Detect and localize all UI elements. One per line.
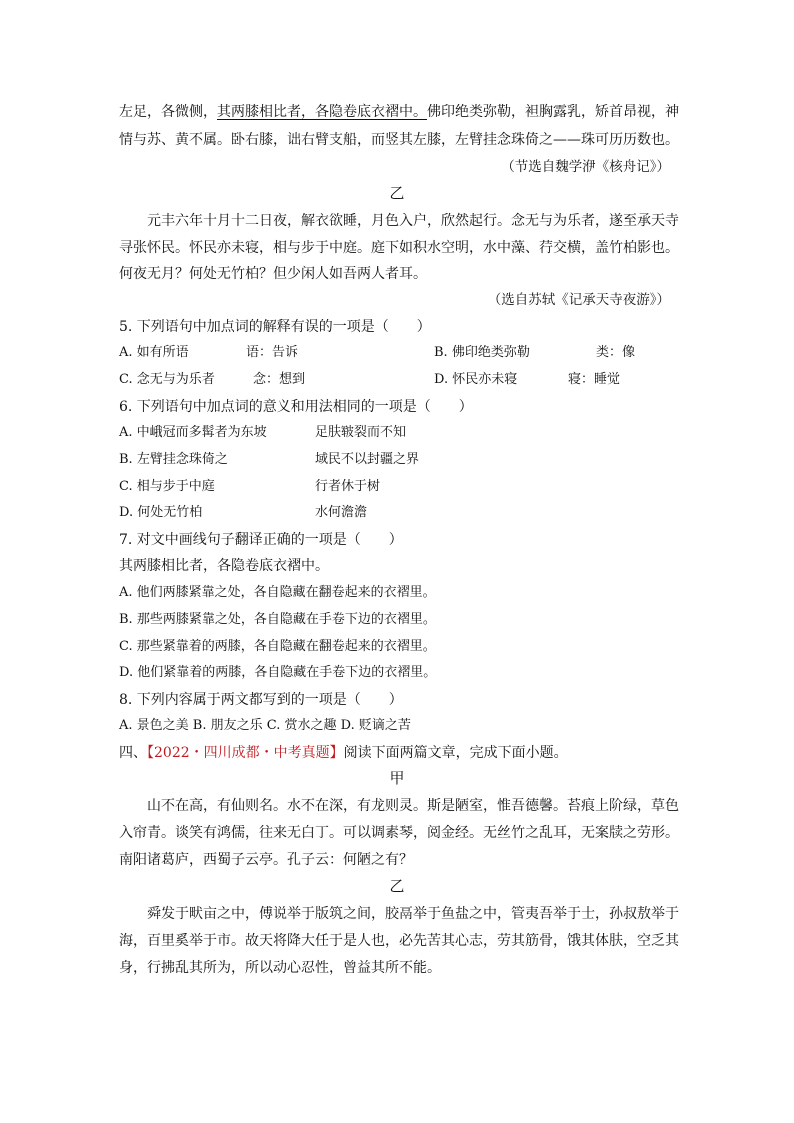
q5-d-label: D. 怀民亦未寝 <box>434 372 518 387</box>
q6-b-left: B. 左臂挂念珠倚之 <box>119 452 228 467</box>
q6-option-d[interactable] <box>119 503 368 523</box>
q6-option-c[interactable] <box>119 477 381 497</box>
passage-a-line-1 <box>119 102 679 122</box>
q6-stem: 6. 下列语句中加点词的意义和用法相同的一项是（ ） <box>119 399 473 415</box>
q6-a-right: 足肤皲裂而不知 <box>315 425 407 440</box>
q5-a-label: A. 如有所语 <box>119 345 189 360</box>
q6-a-left: A. 中峨冠而多髯者为东坡 <box>119 425 267 440</box>
q6-d-right: 水何澹澹 <box>315 505 368 520</box>
passage-b-line-1: 元丰六年十月十二日夜，解衣欲睡，月色入户，欣然起行。念无与为乐者，遂至承天寺 <box>147 213 679 229</box>
q7-option-b[interactable]: B. 那些两膝紧靠之处，各自隐藏在手卷下边的衣褶里。 <box>119 612 436 627</box>
passage-yi-2-line-3: 身，行拂乱其所为，所以动心忍性，曾益其所不能。 <box>119 960 441 976</box>
section-4-header <box>119 743 568 763</box>
q6-d-left: D. 何处无竹柏 <box>119 505 203 520</box>
q5-option-d[interactable] <box>434 370 621 390</box>
q7-option-c[interactable]: C. 那些紧靠着的两膝，各自隐藏在翻卷起来的衣褶里。 <box>119 639 436 654</box>
q7-option-a[interactable]: A. 他们两膝紧靠之处，各自隐藏在翻卷起来的衣褶里。 <box>119 585 436 600</box>
passage-yi-2-line-2: 海，百里奚举于市。故天将降大任于是人也，必先苦其心志，劳其筋骨，饿其体肤，空乏其 <box>119 933 679 949</box>
q7-sentence: 其两膝相比者，各隐卷底衣褶中。 <box>119 558 329 574</box>
passage-jia-heading: 甲 <box>389 769 405 787</box>
q8-options[interactable]: A. 景色之美 B. 朋友之乐 C. 赏水之趣 D. 贬谪之苦 <box>119 718 411 733</box>
q6-option-a[interactable] <box>119 423 407 443</box>
q7-stem: 7. 对文中画线句子翻译正确的一项是（ ） <box>119 532 403 548</box>
passage-a-source: （节选自魏学洢《核舟记》） <box>501 159 670 175</box>
passage-a-line-1-post: 佛印绝类弥勒，袒胸露乳，矫首昂视，神 <box>427 104 679 120</box>
q6-c-right: 行者休于树 <box>315 479 381 494</box>
q5-option-b[interactable] <box>434 343 636 363</box>
passage-a-line-1-pre: 左足，各微侧， <box>119 104 217 120</box>
q5-option-a[interactable] <box>119 343 299 363</box>
q5-option-c[interactable] <box>119 370 306 390</box>
passage-jia-line-1: 山不在高，有仙则名。水不在深，有龙则灵。斯是陋室，惟吾德馨。苔痕上阶绿，草色 <box>147 798 679 814</box>
q5-stem: 5. 下列语句中加点词的解释有误的一项是（ ） <box>119 319 431 335</box>
q6-c-left: C. 相与步于中庭 <box>119 479 215 494</box>
q7-option-d[interactable]: D. 他们紧靠着的两膝，各自隐藏在手卷下边的衣褶里。 <box>119 665 437 680</box>
section-4-instruction: 阅读下面两篇文章，完成下面小题。 <box>343 745 568 761</box>
passage-b-line-3: 何夜无月？何处无竹柏？但少闲人如吾两人者耳。 <box>119 266 427 282</box>
passage-b-heading: 乙 <box>389 184 405 202</box>
passage-jia-line-3: 南阳诸葛庐，西蜀子云亭。孔子云：何陋之有？ <box>119 852 413 868</box>
passage-b-line-2: 寻张怀民。怀民亦未寝，相与步于中庭。庭下如积水空明，水中藻、荇交横，盖竹柏影也。 <box>119 240 679 256</box>
underlined-sentence: 其两膝相比者，各隐卷底衣褶中。 <box>217 104 427 120</box>
passage-a-line-2: 情与苏、黄不属。卧右膝，诎右臂支船，而竖其左膝，左臂挂念珠倚之——珠可历历数也。 <box>119 132 679 148</box>
q5-a-gloss: 语：告诉 <box>246 345 299 360</box>
q6-option-b[interactable] <box>119 450 420 470</box>
q5-c-label: C. 念无与为乐者 <box>119 372 215 387</box>
passage-jia-line-2: 入帘青。谈笑有鸿儒，往来无白丁。可以调素琴，阅金经。无丝竹之乱耳，无案牍之劳形。 <box>119 825 679 841</box>
section-4-prefix: 四、 <box>119 745 147 761</box>
q8-stem: 8. 下列内容属于两文都写到的一项是（ ） <box>119 692 403 708</box>
section-4-exam-tag: 【2022・四川成都・中考真题】 <box>147 745 344 761</box>
q5-b-label: B. 佛印绝类弥勒 <box>434 345 530 360</box>
passage-yi-2-line-1: 舜发于畎亩之中，傅说举于版筑之间，胶鬲举于鱼盐之中，管夷吾举于士，孙叔敖举于 <box>147 906 679 922</box>
q5-b-gloss: 类：像 <box>596 345 636 360</box>
q5-d-gloss: 寝：睡觉 <box>568 372 621 387</box>
q5-c-gloss: 念：想到 <box>253 372 306 387</box>
passage-yi-2-heading: 乙 <box>389 877 405 895</box>
q6-b-right: 域民不以封疆之界 <box>315 452 420 467</box>
passage-b-source: （选自苏轼《记承天寺夜游》） <box>487 292 670 308</box>
